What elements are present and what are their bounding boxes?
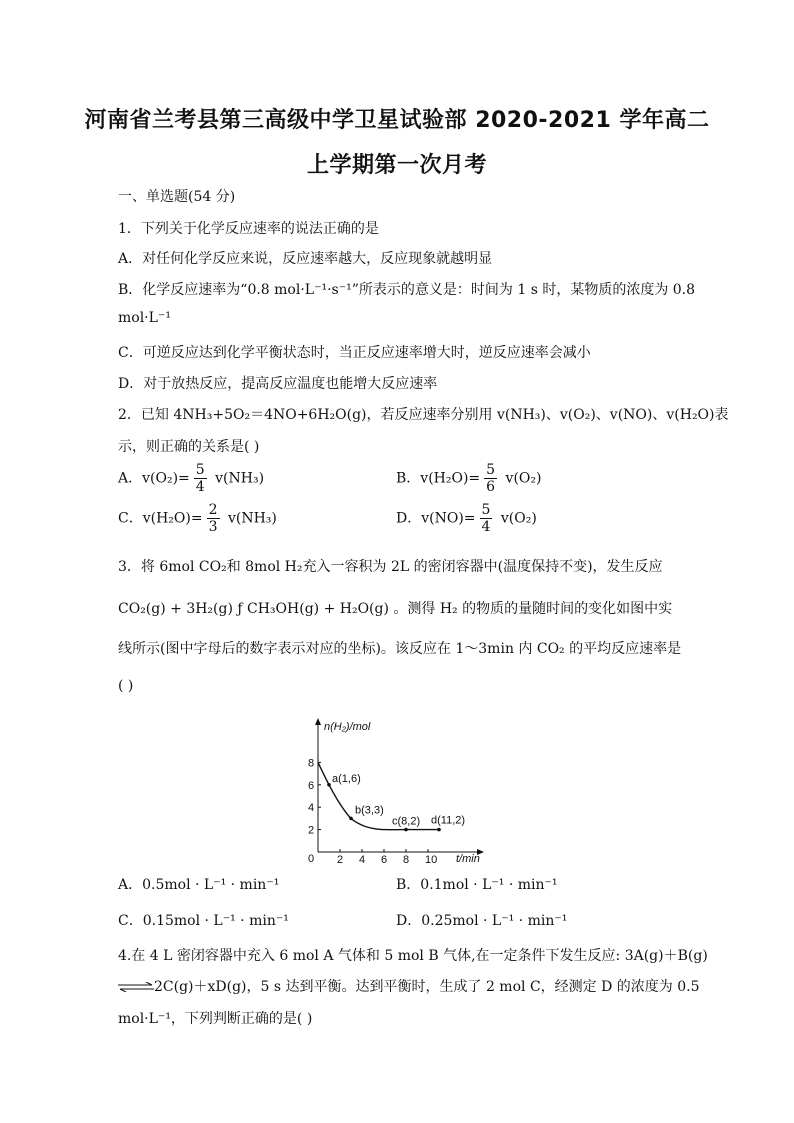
- point-label: b(3,3): [355, 804, 384, 817]
- x-tick-label: 2: [337, 854, 344, 866]
- q3-stem: 3．将 6mol CO₂和 8mol H₂充入一容积为 2L 的密闭容器中(温度保持不变)，发生反应: [118, 559, 663, 575]
- q2-d-denominator: 4: [481, 519, 491, 535]
- q4-stem-cont1-text: 2C(g)＋xD(g)，5 s 达到平衡。达到平衡时，生成了 2 mol C，经测定 D 的浓度为 0.5: [154, 979, 700, 995]
- y-tick-label: 8: [308, 757, 315, 770]
- q2-option-c: [118, 502, 277, 535]
- q2-option-a: [118, 462, 264, 495]
- q3-option-c: C．0.15mol · L⁻¹ · min⁻¹: [118, 913, 289, 929]
- x-tick-label: 8: [403, 854, 410, 866]
- q2-d-fraction: [480, 502, 493, 535]
- q1-option-d: D．对于放热反应，提高反应温度也能增大反应速率: [118, 376, 438, 392]
- x-tick-label: 4: [359, 854, 366, 866]
- origin-label: 0: [308, 853, 315, 865]
- q1-option-b-cont: mol·L⁻¹: [118, 310, 171, 326]
- q3-stem-cont2: 线所示(图中字母后的数字表示对应的坐标)。该反应在 1～3min 内 CO₂ 的平均反应速率是: [118, 641, 682, 657]
- q2-b-prefix: B．v(H₂O)=: [396, 470, 481, 487]
- labeled-points: [327, 773, 465, 832]
- x-tick-label: 6: [381, 854, 388, 866]
- point-label: c(8,2): [392, 815, 421, 828]
- q2-a-denominator: 4: [195, 479, 205, 495]
- q2-c-numerator: 2: [208, 502, 218, 518]
- q2-c-fraction: [207, 502, 220, 535]
- data-point: [327, 783, 331, 787]
- q2-d-numerator: 5: [481, 502, 491, 518]
- section-heading: 一、单选题(54 分): [118, 189, 236, 205]
- data-point: [437, 828, 441, 832]
- point-label: d(11,2): [431, 814, 466, 827]
- q2-a-fraction: [194, 462, 207, 495]
- point-label: a(1,6): [332, 772, 361, 785]
- q3-stem-cont1: CO₂(g) + 3H₂(g) ƒ CH₃OH(g) + H₂O(g) 。测得 H₂ 的物质的量随时间的变化如图中实: [118, 601, 673, 617]
- q3-stem-cont3: ( ): [118, 678, 134, 694]
- q2-a-numerator: 5: [195, 462, 205, 478]
- q2-a-prefix: A．v(O₂)=: [118, 470, 190, 487]
- q2-option-d: [396, 502, 537, 535]
- data-point: [404, 828, 408, 832]
- q2-c-denominator: 3: [208, 519, 218, 535]
- q3-option-a: A．0.5mol · L⁻¹ · min⁻¹: [118, 877, 280, 893]
- q2-stem-cont: 示，则正确的关系是( ): [118, 439, 260, 455]
- h2-amount-chart: [300, 712, 490, 867]
- q4-stem-cont2: mol·L⁻¹，下列判断正确的是( ): [118, 1011, 313, 1027]
- q1-option-a: A．对任何化学反应来说，反应速率越大，反应现象就越明显: [118, 251, 493, 267]
- q2-b-denominator: 6: [486, 479, 496, 495]
- q2-b-numerator: 5: [486, 462, 496, 478]
- data-point: [349, 817, 353, 821]
- q2-b-suffix: v(O₂): [505, 470, 542, 487]
- q2-a-suffix: v(NH₃): [215, 470, 265, 487]
- y-axis-label: n(H₂)/mol: [324, 721, 371, 733]
- q3-option-b: B．0.1mol · L⁻¹ · min⁻¹: [396, 877, 558, 893]
- q2-c-prefix: C．v(H₂O)=: [118, 510, 203, 527]
- q2-d-suffix: v(O₂): [500, 510, 537, 527]
- q2-d-prefix: D．v(NO)=: [396, 510, 476, 527]
- q1-stem: 1．下列关于化学反应速率的说法正确的是: [118, 221, 379, 237]
- q1-option-b: B．化学反应速率为“0.8 mol·L⁻¹·s⁻¹”所表示的意义是：时间为 1 s 时，某物质的浓度为 0.8: [118, 282, 696, 298]
- y-axis-arrow: [315, 718, 321, 725]
- q2-stem: 2．已知 4NH₃+5O₂＝4NO+6H₂O(g)，若反应速率分别用 v(NH₃)、v(O₂)、v(NO)、v(H₂O)表: [118, 407, 729, 423]
- doc-title-line1: 河南省兰考县第三高级中学卫星试验部 2020-2021 学年高二: [84, 108, 710, 133]
- q2-option-b: [396, 462, 541, 495]
- x-axis-label: t/min: [456, 853, 480, 865]
- q4-stem-cont1: [118, 976, 700, 996]
- q4-stem: 4.在 4 L 密闭容器中充入 6 mol A 气体和 5 mol B 气体,在一定条件下发生反应: 3A(g)＋B(g): [118, 948, 708, 964]
- q1-option-c: C．可逆反应达到化学平衡状态时，当正反应速率增大时，逆反应速率会减小: [118, 345, 591, 361]
- y-tick-label: 2: [308, 824, 315, 837]
- q3-option-d: D．0.25mol · L⁻¹ · min⁻¹: [396, 913, 568, 929]
- y-tick-label: 6: [308, 779, 315, 792]
- doc-title-line2: 上学期第一次月考: [306, 153, 487, 178]
- x-tick-label: 10: [425, 854, 438, 866]
- equilibrium-arrow-icon: [118, 982, 154, 992]
- q2-b-fraction: [484, 462, 497, 495]
- y-tick-label: 4: [308, 802, 315, 815]
- q2-c-suffix: v(NH₃): [227, 510, 277, 527]
